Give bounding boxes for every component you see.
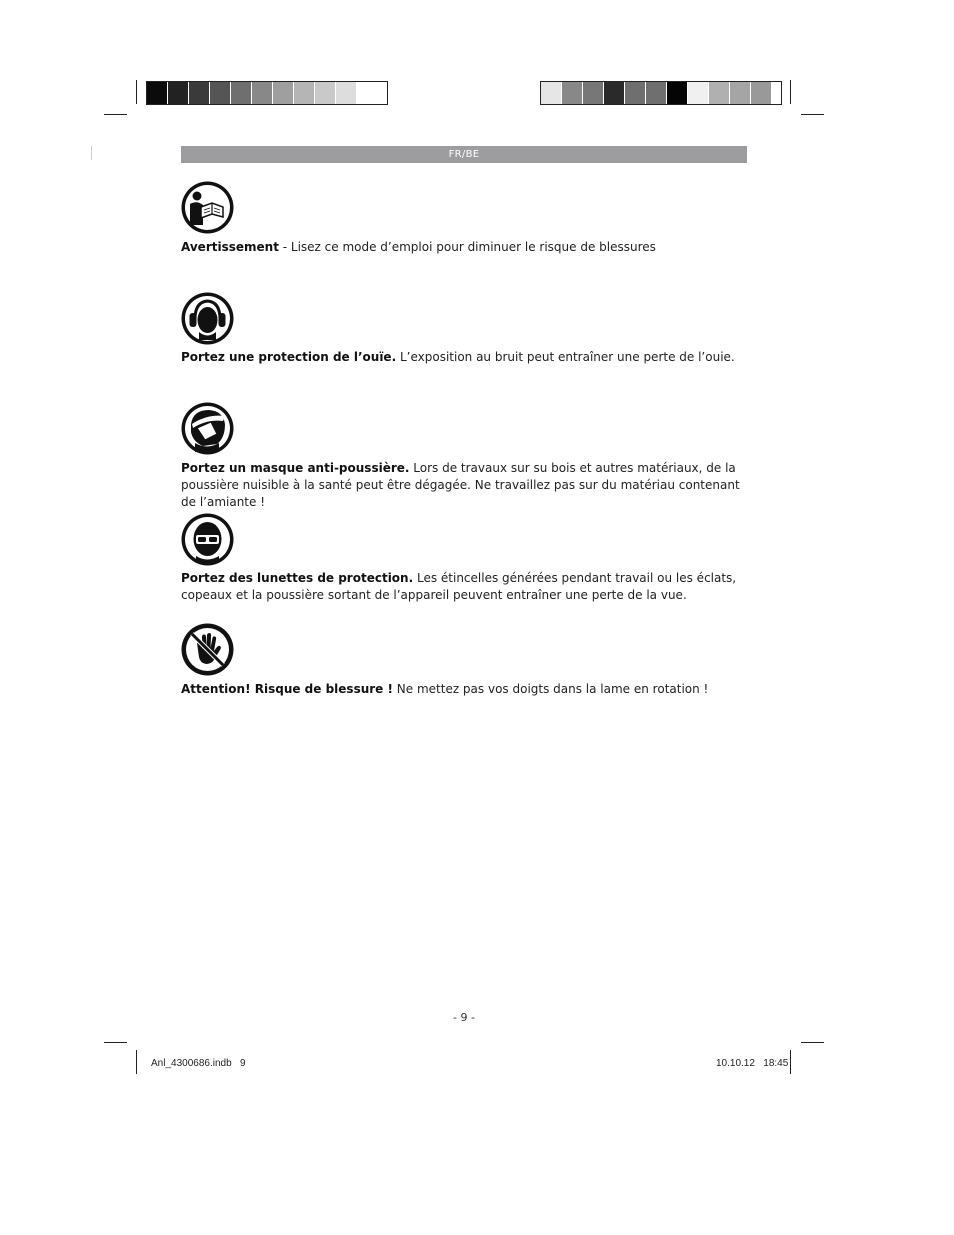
color-swatch <box>583 82 604 104</box>
section-text: L’exposition au bruit peut entraîner une perte de l’ouie. <box>396 350 735 364</box>
section-safety-goggles <box>181 570 751 604</box>
language-header-bar <box>181 146 747 163</box>
color-swatch <box>336 82 357 104</box>
crop-mark <box>136 80 137 104</box>
color-swatch <box>189 82 210 104</box>
color-swatch <box>667 82 688 104</box>
crop-mark <box>801 114 824 115</box>
color-swatch <box>730 82 751 104</box>
section-dust-mask <box>181 460 751 511</box>
registration-strip-right <box>541 82 772 106</box>
section-title: Portez des lunettes de protection. <box>181 571 414 585</box>
file-name-slug: Anl_4300686.indb 9 <box>151 1058 246 1069</box>
date-time-slug: 10.10.12 18:45 <box>716 1058 789 1069</box>
color-swatch <box>315 82 336 104</box>
color-swatch <box>604 82 625 104</box>
crop-mark <box>104 114 127 115</box>
section-title: Portez une protection de l’ouïe. <box>181 350 397 364</box>
color-swatch <box>168 82 189 104</box>
color-swatch <box>147 82 168 104</box>
color-swatch <box>231 82 252 104</box>
color-swatch <box>357 82 378 104</box>
color-swatch <box>688 82 709 104</box>
section-text: - Lisez ce mode d’emploi pour diminuer le risque de blessures <box>278 240 656 254</box>
registration-strip-left <box>147 82 378 106</box>
color-swatch <box>210 82 231 104</box>
color-swatch <box>562 82 583 104</box>
safety-goggles-icon <box>181 513 234 566</box>
color-swatch <box>625 82 646 104</box>
no-hands-icon <box>181 623 234 676</box>
dust-mask-icon <box>181 402 234 455</box>
section-read-manual <box>181 239 751 256</box>
section-title: Avertissement <box>181 240 279 254</box>
section-title: Portez un masque anti-poussière. <box>181 461 410 475</box>
color-swatch <box>273 82 294 104</box>
section-text: Les étincelles générées pendant travail ou les éclats, copeaux et la poussière sortant de l’appareil peuvent entraîner une perte de la vue. <box>181 571 737 602</box>
section-ear-protection <box>181 349 751 366</box>
color-swatch <box>252 82 273 104</box>
color-swatch <box>709 82 730 104</box>
color-swatch <box>294 82 315 104</box>
read-manual-icon <box>181 181 234 234</box>
crop-mark <box>790 80 791 104</box>
language-code: FR/BE <box>448 149 480 160</box>
section-text: Ne mettez pas vos doigts dans la lame en rotation ! <box>392 682 709 696</box>
crop-mark <box>136 1050 137 1074</box>
section-title: Attention! Risque de blessure ! <box>181 682 393 696</box>
crop-mark <box>91 146 92 160</box>
section-no-hands <box>181 681 751 698</box>
color-swatch <box>646 82 667 104</box>
crop-mark <box>104 1042 127 1043</box>
color-swatch <box>751 82 772 104</box>
crop-mark <box>801 1042 824 1043</box>
color-swatch <box>541 82 562 104</box>
section-text: Lors de travaux sur su bois et autres matériaux, de la poussière nuisible à la santé peut être dégagée. Ne travaillez pas sur du matériau contenant de l’amiante ! <box>181 461 740 509</box>
crop-mark <box>790 1050 791 1074</box>
ear-protection-icon <box>181 292 234 345</box>
page-number: - 9 - <box>453 1011 475 1024</box>
